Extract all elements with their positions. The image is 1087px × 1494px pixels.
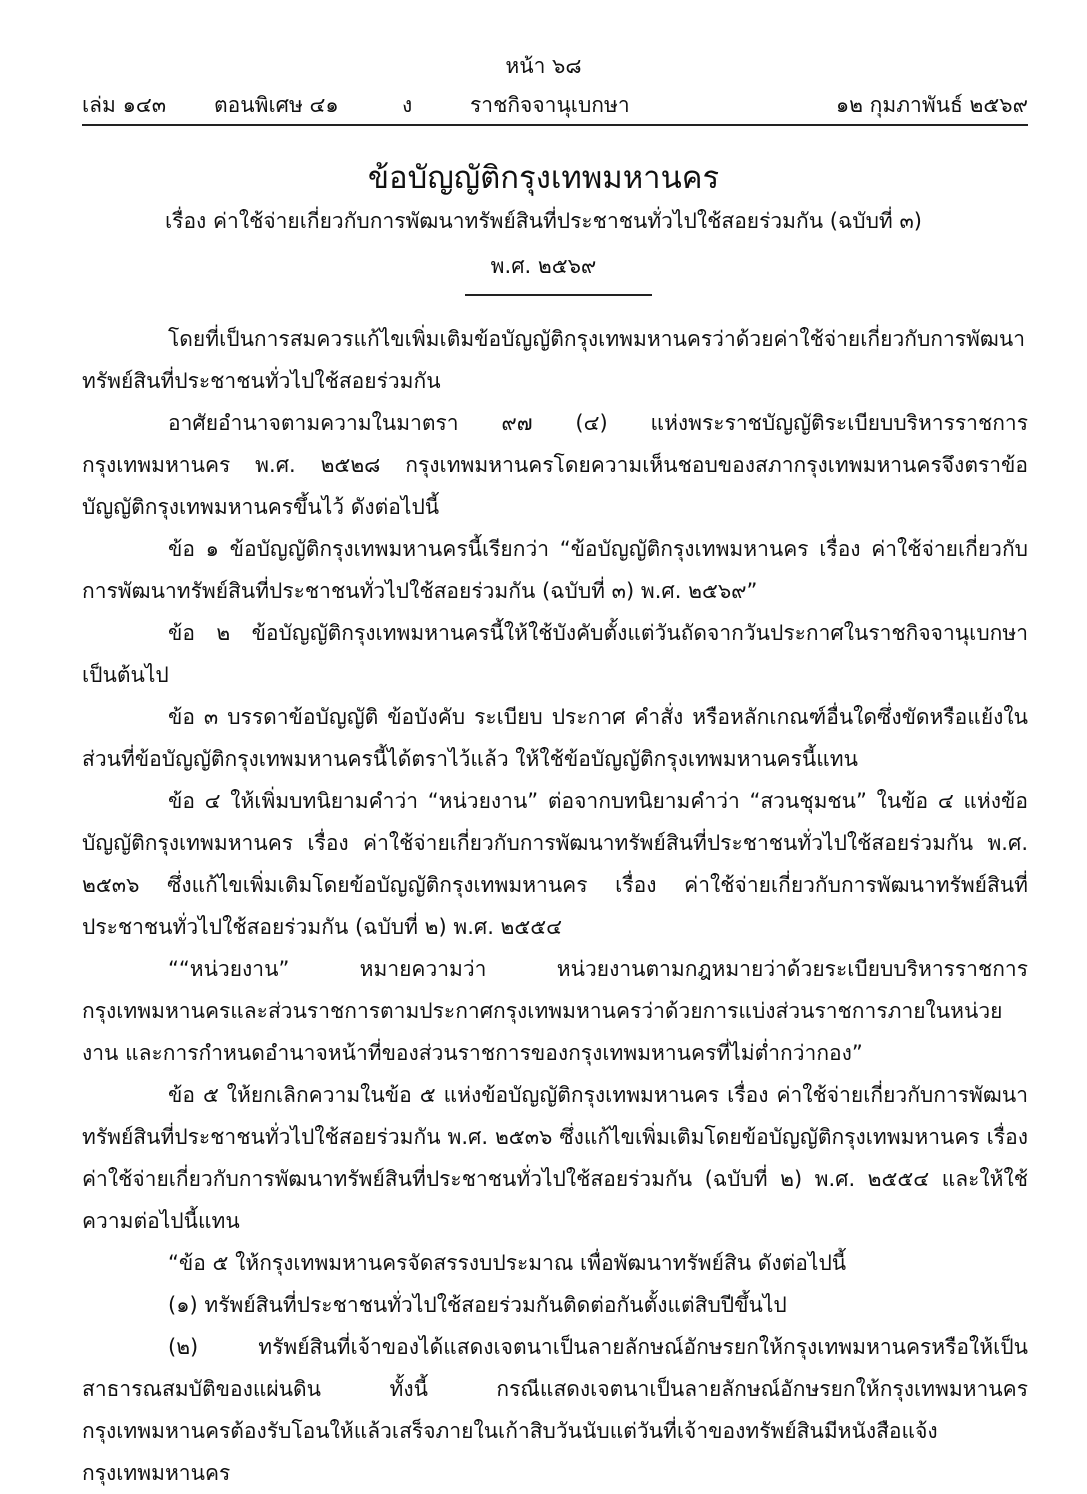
document-year: พ.ศ. ๒๕๖๙	[490, 254, 597, 278]
preamble-paragraph: โดยที่เป็นการสมควรแก้ไขเพิ่มเติมข้อบัญญัติกรุงเทพมหานครว่าด้วยค่าใช้จ่ายเกี่ยวกับการพัฒนาทรัพย์สินที่ประชาชนทั่วไปใช้สอยร่วมกัน	[82, 327, 1026, 393]
clause-3: ข้อ ๓ บรรดาข้อบัญญัติ ข้อบังคับ ระเบียบ ประกาศ คำสั่ง หรือหลักเกณฑ์อื่นใดซึ่งขัดหรือแย้งในส่วนที่ข้อบัญญัติกรุงเทพมหานครนี้ได้ตราไว้แล้ว ให้ใช้ข้อบัญญัติกรุงเทพมหานครนี้แทน	[82, 705, 1028, 771]
document-subtitle: เรื่อง ค่าใช้จ่ายเกี่ยวกับการพัฒนาทรัพย์สินที่ประชาชนทั่วไปใช้สอยร่วมกัน (ฉบับที่ ๓)	[164, 209, 922, 233]
gazette-header	[82, 89, 1028, 119]
item-1: (๑) ทรัพย์สินที่ประชาชนทั่วไปใช้สอยร่วมกันติดต่อกันตั้งแต่สิบปีขึ้นไป	[168, 1293, 787, 1317]
page-number: หน้า ๖๘	[505, 54, 582, 78]
new-clause-5: “ข้อ ๕ ให้กรุงเทพมหานครจัดสรรงบประมาณ เพื่อพัฒนาทรัพย์สิน ดังต่อไปนี้	[168, 1251, 847, 1275]
clause-4: ข้อ ๔ ให้เพิ่มบทนิยามคำว่า “หน่วยงาน” ต่อจากบทนิยามคำว่า “สวนชุมชน” ในข้อ ๔ แห่งข้อบัญญัติกรุงเทพมหานคร เรื่อง ค่าใช้จ่ายเกี่ยวกับการพัฒนาทรัพย์สินที่ประชาชนทั่วไปใช้สอยร่วมกัน พ.ศ. ๒๕๓๖ ซึ่งแก้ไขเพิ่มเติมโดยข้อบัญญัติกรุงเทพมหานคร เรื่อง ค่าใช้จ่ายเกี่ยวกับการพัฒนาทรัพย์สินที่ประชาชนทั่วไปใช้สอยร่วมกัน (ฉบับที่ ๒) พ.ศ. ๒๕๕๔	[82, 789, 1028, 939]
part-label: ง	[402, 93, 413, 117]
issue-date: ๑๒ กุมภาพันธ์ ๒๕๖๙	[835, 93, 1028, 117]
volume-label: เล่ม ๑๔๓	[82, 93, 167, 117]
clause-2: ข้อ ๒ ข้อบัญญัติกรุงเทพมหานครนี้ให้ใช้บังคับตั้งแต่วันถัดจากวันประกาศในราชกิจจานุเบกษาเป็นต้นไป	[82, 621, 1028, 687]
item-2: (๒) ทรัพย์สินที่เจ้าของได้แสดงเจตนาเป็นลายลักษณ์อักษรยกให้กรุงเทพมหานครหรือให้เป็นสาธารณสมบัติของแผ่นดิน ทั้งนี้ กรณีแสดงเจตนาเป็นลายลักษณ์อักษรยกให้กรุงเทพมหานคร กรุงเทพมหานครต้องรับโอนให้แล้วเสร็จภายในเก้าสิบวันนับแต่วันที่เจ้าของทรัพย์สินมีหนังสือแจ้งกรุงเทพมหานคร	[82, 1335, 1028, 1485]
clause-5: ข้อ ๕ ให้ยกเลิกความในข้อ ๕ แห่งข้อบัญญัติกรุงเทพมหานคร เรื่อง ค่าใช้จ่ายเกี่ยวกับการพัฒนาทรัพย์สินที่ประชาชนทั่วไปใช้สอยร่วมกัน พ.ศ. ๒๕๓๖ ซึ่งแก้ไขเพิ่มเติมโดยข้อบัญญัติกรุงเทพมหานคร เรื่อง ค่าใช้จ่ายเกี่ยวกับการพัฒนาทรัพย์สินที่ประชาชนทั่วไปใช้สอยร่วมกัน (ฉบับที่ ๒) พ.ศ. ๒๕๕๔ และให้ใช้ความต่อไปนี้แทน	[82, 1083, 1028, 1233]
section-label: ตอนพิเศษ ๔๑	[214, 93, 339, 117]
header-divider	[82, 124, 1028, 126]
document-body	[82, 318, 1028, 1494]
clause-1: ข้อ ๑ ข้อบัญญัติกรุงเทพมหานครนี้เรียกว่า “ข้อบัญญัติกรุงเทพมหานคร เรื่อง ค่าใช้จ่ายเกี่ยวกับการพัฒนาทรัพย์สินที่ประชาชนทั่วไปใช้สอยร่วมกัน (ฉบับที่ ๓) พ.ศ. ๒๕๖๙”	[82, 537, 1028, 603]
authority-paragraph: อาศัยอำนาจตามความในมาตรา ๙๗ (๔) แห่งพระราชบัญญัติระเบียบบริหารราชการกรุงเทพมหานคร พ.ศ. ๒๕๒๘ กรุงเทพมหานครโดยความเห็นชอบของสภากรุงเทพมหานครจึงตราข้อบัญญัติกรุงเทพมหานครขึ้นไว้ ดังต่อไปนี้	[82, 411, 1028, 519]
document-title: ข้อบัญญัติกรุงเทพมหานคร	[367, 160, 720, 196]
gazette-name: ราชกิจจานุเบกษา	[470, 93, 630, 117]
definition-paragraph: ““หน่วยงาน” หมายความว่า หน่วยงานตามกฎหมายว่าด้วยระเบียบบริหารราชการกรุงเทพมหานครและส่วนราชการตามประกาศกรุงเทพมหานครว่าด้วยการแบ่งส่วนราชการภายในหน่วยงาน และการกำหนดอำนาจหน้าที่ของส่วนราชการของกรุงเทพมหานครที่ไม่ต่ำกว่ากอง”	[82, 957, 1028, 1065]
title-divider	[465, 294, 652, 296]
